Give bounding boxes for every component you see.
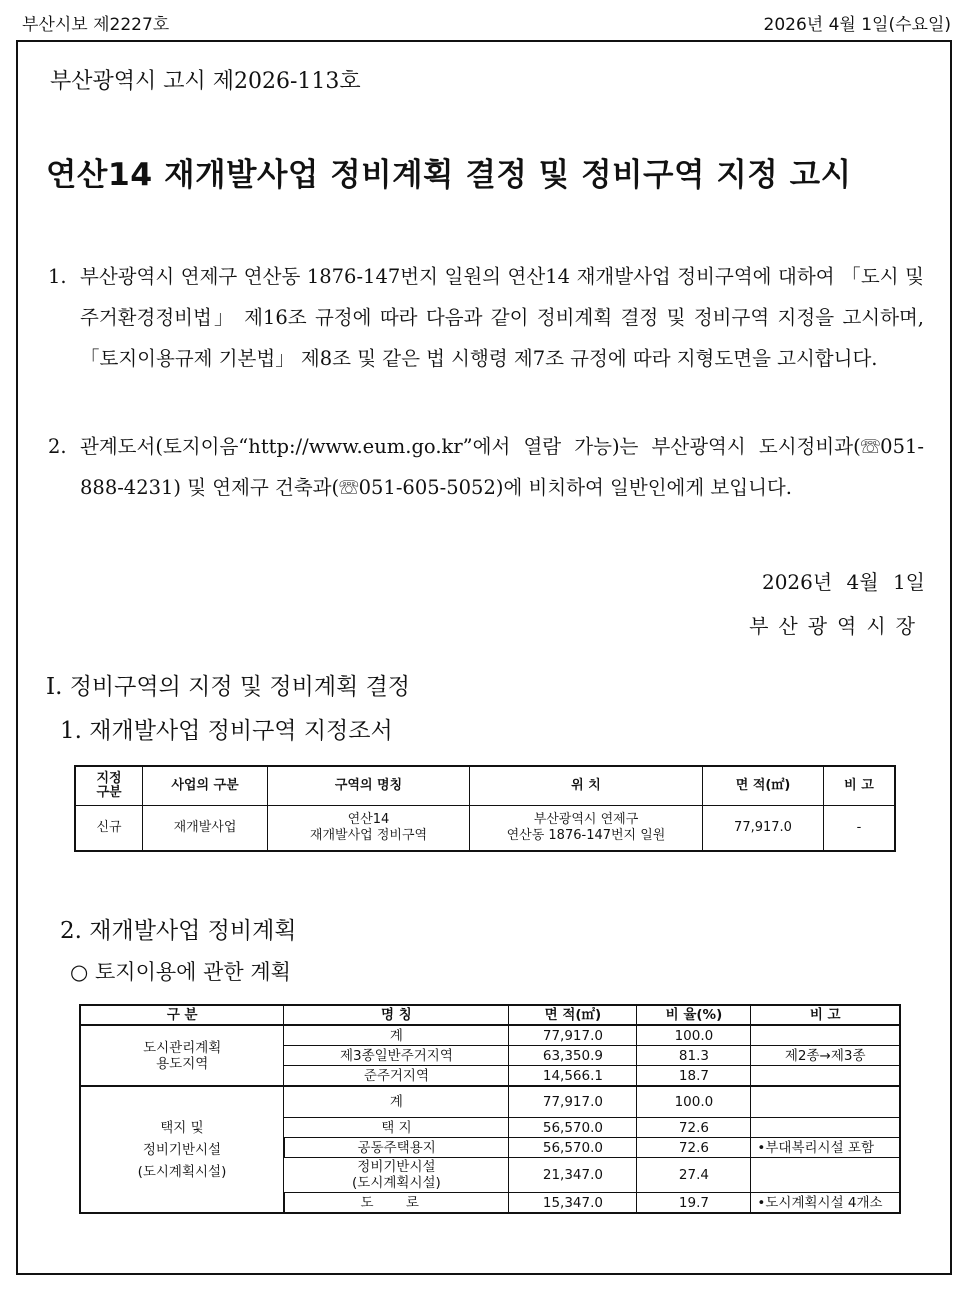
notice-date: 2026년 4월 1일 [761,570,925,594]
table-cell: 72.6 [637,1118,751,1138]
table-cell [751,1086,900,1118]
table-cell: 도 로 [284,1193,509,1214]
table-cell: 18.7 [637,1066,751,1087]
table-cell: 14,566.1 [509,1066,637,1087]
zone-designation-table [74,765,896,852]
table-cell: 15,347.0 [509,1193,637,1214]
group-label: 택지 및 정비기반시설 (도시계획시설) [80,1086,284,1213]
table-cell: 부산광역시 연제구 연산동 1876-147번지 일원 [470,806,703,852]
paragraph-text: 부산광역시 연제구 연산동 1876-147번지 일원의 연산14 재개발사업 정비구역에 대하여 「도시 및 주거환경정비법」 제16조 규정에 따라 다음과 같이 정비계획 결정 및 정비구역 지정을 고시하며, 「토지이용규제 기본법」 제8조 및 같은 법 시행령 제7조 규정에 따라 지형도면을 고시합니다. [80,265,924,370]
table-cell: •부대복리시설 포함 [751,1138,900,1158]
table-cell: 제3종일반주거지역 [284,1046,509,1066]
paragraph-text: 관계도서(토지이음“http://www.eum.go.kr”에서 열람 가능)는 부산광역시 도시정비과(☏051-888-4231) 및 연제구 건축과(☏051-605-5052)에 비치하여 일반인에게 보입니다. [80,435,924,499]
header-cell: 지정 구분 [96,771,122,800]
table-cell: 56,570.0 [509,1138,637,1158]
table-header: 비 율(%) [637,1005,751,1025]
table-header: 위 치 [470,766,703,806]
table-header [75,766,143,806]
land-use-heading: ○ 토지이용에 관한 계획 [70,960,291,984]
table-row [80,1025,900,1046]
table-cell: 계 [284,1086,509,1118]
table-cell: 72.6 [637,1138,751,1158]
subsection-heading-1: 1. 재개발사업 정비구역 지정조서 [60,718,393,744]
table-header: 면 적(㎡) [509,1005,637,1025]
table-header-row [75,766,895,806]
table-cell: 77,917.0 [703,806,824,852]
table-cell: 신규 [75,806,143,852]
gazette-issue: 부산시보 제2227호 [22,15,170,35]
page-title: 연산14 재개발사업 정비계획 결정 및 정비구역 지정 고시 [46,157,852,193]
group-label: 도시관리계획 용도지역 [80,1025,284,1086]
table-cell: 연산14 재개발사업 정비구역 [268,806,470,852]
table-cell: 81.3 [637,1046,751,1066]
table-cell: 19.7 [637,1193,751,1214]
table-cell: •도시계획시설 4개소 [751,1193,900,1214]
paragraph-number: 1. [48,265,67,288]
table-cell: 27.4 [637,1158,751,1193]
table-cell: 택 지 [284,1118,509,1138]
table-cell: 56,570.0 [509,1118,637,1138]
table-cell [751,1118,900,1138]
table-cell [751,1158,900,1193]
table-cell: 100.0 [637,1025,751,1046]
table-cell: 77,917.0 [509,1025,637,1046]
land-use-table [79,1004,901,1214]
paragraph-number: 2. [48,435,67,458]
table-row [80,1086,900,1118]
table-cell: 재개발사업 [143,806,268,852]
table-cell: 63,350.9 [509,1046,637,1066]
table-cell: 계 [284,1025,509,1046]
gazette-date: 2026년 4월 1일(수요일) [763,15,951,35]
table-cell: 공동주택용지 [284,1138,509,1158]
table-cell [751,1025,900,1046]
section-heading: I. 정비구역의 지정 및 정비계획 결정 [46,674,411,700]
table-cell: 77,917.0 [509,1086,637,1118]
table-cell: 준주거지역 [284,1066,509,1087]
signer: 부산광역시장 [749,614,925,638]
paragraph-2 [48,426,924,508]
table-header: 비 고 [751,1005,900,1025]
table-cell: 100.0 [637,1086,751,1118]
table-header: 명 칭 [284,1005,509,1025]
table-header: 구 분 [80,1005,284,1025]
table-cell [751,1066,900,1087]
notice-number: 부산광역시 고시 제2026-113호 [50,69,361,94]
table-row [75,806,895,852]
paragraph-1 [48,256,924,379]
table-header: 사업의 구분 [143,766,268,806]
table-cell: 21,347.0 [509,1158,637,1193]
table-cell: 제2종→제3종 [751,1046,900,1066]
table-cell: 정비기반시설 (도시계획시설) [284,1158,509,1193]
table-header: 면 적(㎡) [703,766,824,806]
table-cell: - [824,806,896,852]
table-header: 비 고 [824,766,896,806]
subsection-heading-2: 2. 재개발사업 정비계획 [60,918,297,944]
table-header: 구역의 명칭 [268,766,470,806]
table-header-row [80,1005,900,1025]
